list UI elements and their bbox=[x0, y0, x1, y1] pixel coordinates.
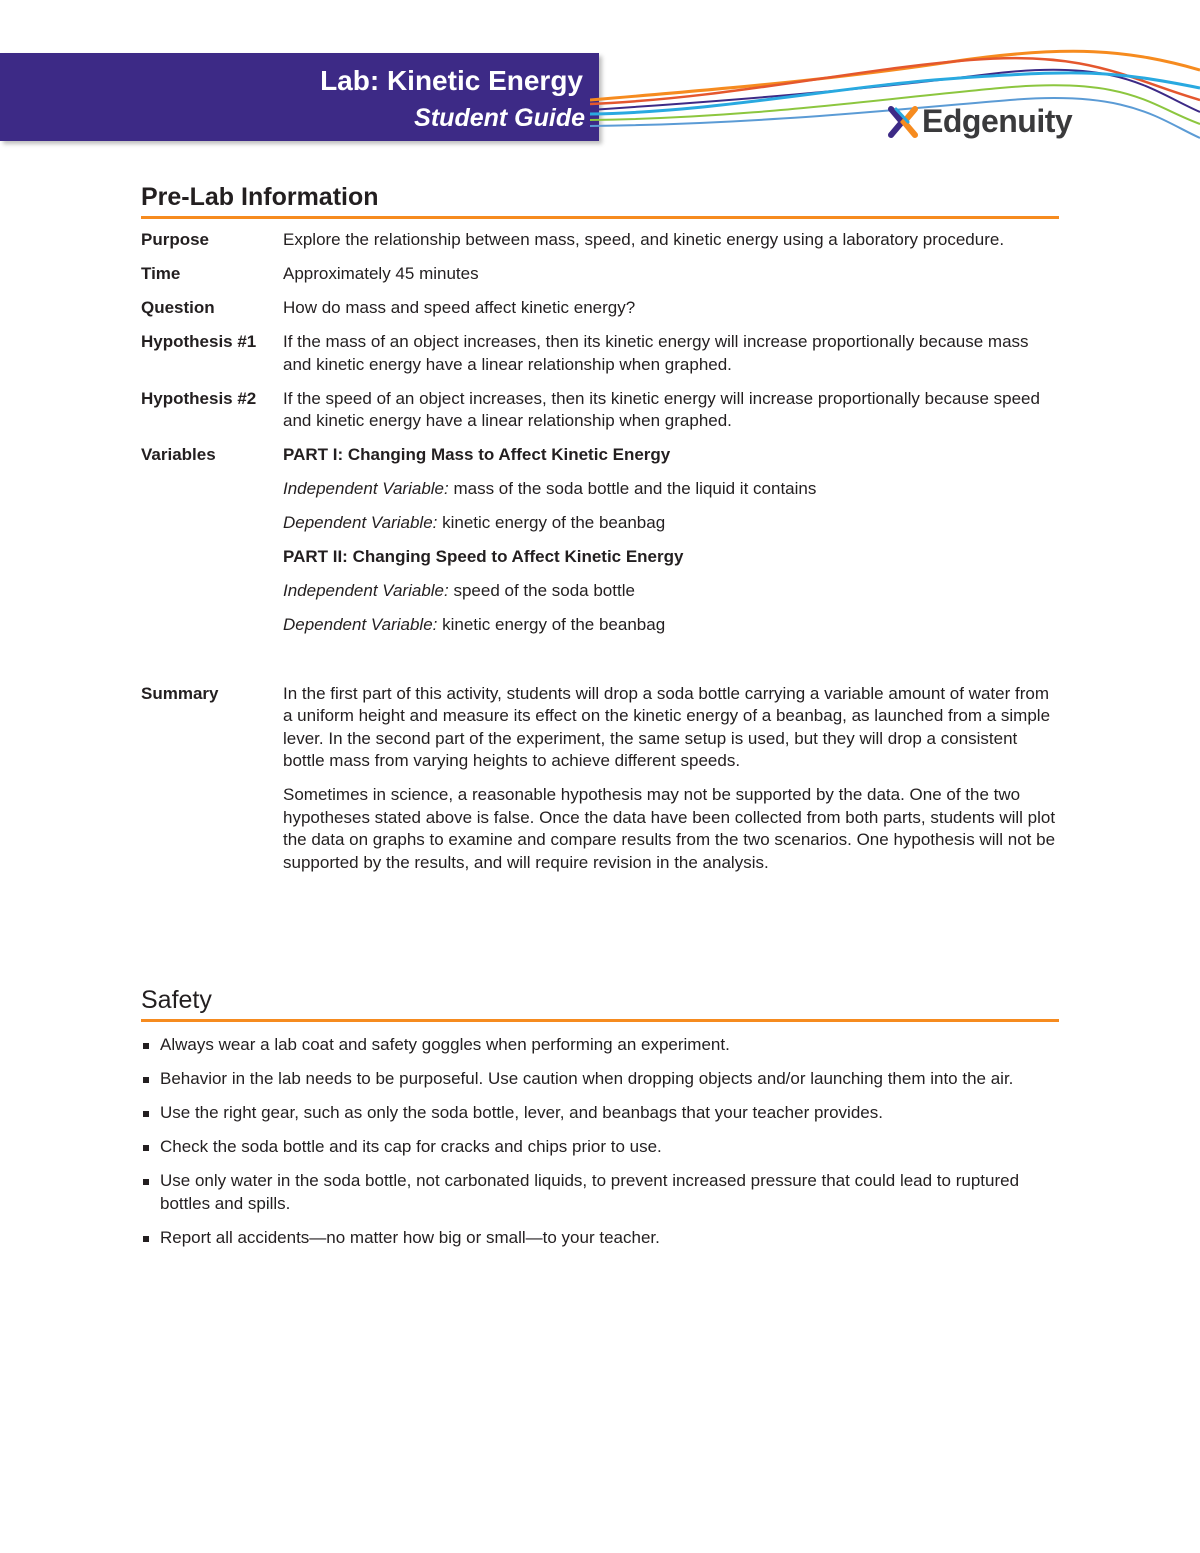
safety-item: Always wear a lab coat and safety goggles when performing an experiment. bbox=[141, 1034, 1059, 1057]
hypothesis-2-text: If the speed of an object increases, then its kinetic energy will increase proportionally because speed and kinetic energy have a linear relationship when graphed. bbox=[283, 388, 1040, 430]
purpose-text: Explore the relationship between mass, speed, and kinetic energy using a laboratory procedure. bbox=[283, 230, 1005, 249]
hypothesis-1-label: Hypothesis #1 bbox=[141, 332, 257, 351]
variables-row bbox=[141, 444, 1059, 637]
hypothesis-1-row bbox=[141, 331, 1059, 376]
edgenuity-logo bbox=[888, 103, 1072, 140]
dependent-variable-label: Dependent Variable: bbox=[283, 615, 438, 634]
prelab-info-table bbox=[141, 229, 1059, 886]
safety-item: Use only water in the soda bottle, not carbonated liquids, to prevent increased pressure that could lead to ruptured bottles and spills. bbox=[141, 1170, 1059, 1215]
safety-heading: Safety bbox=[141, 986, 1059, 1022]
prelab-heading: Pre-Lab Information bbox=[141, 183, 1059, 219]
safety-list bbox=[141, 1034, 1059, 1261]
dependent-variable-text: kinetic energy of the beanbag bbox=[437, 513, 666, 532]
variables-label: Variables bbox=[141, 445, 216, 464]
safety-item: Behavior in the lab needs to be purposeful. Use caution when dropping objects and/or launching them into the air. bbox=[141, 1068, 1059, 1091]
document-title: Lab: Kinetic Energy bbox=[320, 65, 583, 96]
safety-item: Report all accidents—no matter how big or small—to your teacher. bbox=[141, 1227, 1059, 1250]
purpose-label: Purpose bbox=[141, 230, 210, 249]
independent-variable-label: Independent Variable: bbox=[283, 479, 449, 498]
part-2-dependent-variable bbox=[283, 614, 1059, 637]
summary-label: Summary bbox=[141, 683, 219, 703]
summary-paragraph-1: In the first part of this activity, students will drop a soda bottle carrying a variable amount of water from a uniform height and measure its effect on the kinetic energy of a beanbag, as launched from a simple lever. In the second part of the experiment, the same setup is used, but they will drop a consistent bottle mass from varying heights to achieve different speeds. bbox=[283, 683, 1051, 770]
time-row bbox=[141, 263, 1059, 286]
part-1-independent-variable bbox=[283, 478, 1059, 501]
purpose-row bbox=[141, 229, 1059, 252]
question-text: How do mass and speed affect kinetic energy? bbox=[283, 298, 636, 317]
logo-text: Edgenuity bbox=[922, 103, 1073, 139]
dependent-variable-label: Dependent Variable: bbox=[283, 513, 438, 532]
question-row bbox=[141, 297, 1059, 320]
summary-row bbox=[141, 683, 1059, 875]
hypothesis-1-text: If the mass of an object increases, then its kinetic energy will increase proportionally because mass and kinetic energy have a linear relationship when graphed. bbox=[283, 332, 1029, 374]
summary-paragraph-2: Sometimes in science, a reasonable hypothesis may not be supported by the data. One of the two hypotheses stated above is false. Once the data have been collected from both parts, students will plot the data on graphs to examine and compare results from the two scenarios. One hypothesis will not be supported by the results, and will require revision in the analysis. bbox=[283, 785, 1056, 872]
variables-content bbox=[283, 444, 1059, 637]
dependent-variable-text: kinetic energy of the beanbag bbox=[437, 615, 666, 634]
independent-variable-text: speed of the soda bottle bbox=[448, 581, 635, 600]
edgenuity-x-icon bbox=[888, 105, 918, 139]
summary-content bbox=[283, 683, 1059, 875]
safety-item: Use the right gear, such as only the soda bottle, lever, and beanbags that your teacher provides. bbox=[141, 1102, 1059, 1125]
hypothesis-2-row bbox=[141, 388, 1059, 433]
hypothesis-2-label: Hypothesis #2 bbox=[141, 388, 257, 408]
question-label: Question bbox=[141, 298, 215, 317]
part-1-dependent-variable bbox=[283, 512, 1059, 535]
time-text: Approximately 45 minutes bbox=[283, 264, 479, 283]
safety-item: Check the soda bottle and its cap for cracks and chips prior to use. bbox=[141, 1136, 1059, 1159]
document-subtitle: Student Guide bbox=[414, 104, 585, 132]
independent-variable-text: mass of the soda bottle and the liquid it contains bbox=[448, 479, 817, 498]
part-1-title: PART I: Changing Mass to Affect Kinetic Energy bbox=[283, 445, 671, 464]
independent-variable-label: Independent Variable: bbox=[283, 581, 449, 600]
part-2-title: PART II: Changing Speed to Affect Kinetic Energy bbox=[283, 547, 684, 566]
header-band bbox=[0, 53, 599, 141]
part-2-independent-variable bbox=[283, 580, 1059, 603]
time-label: Time bbox=[141, 264, 181, 283]
